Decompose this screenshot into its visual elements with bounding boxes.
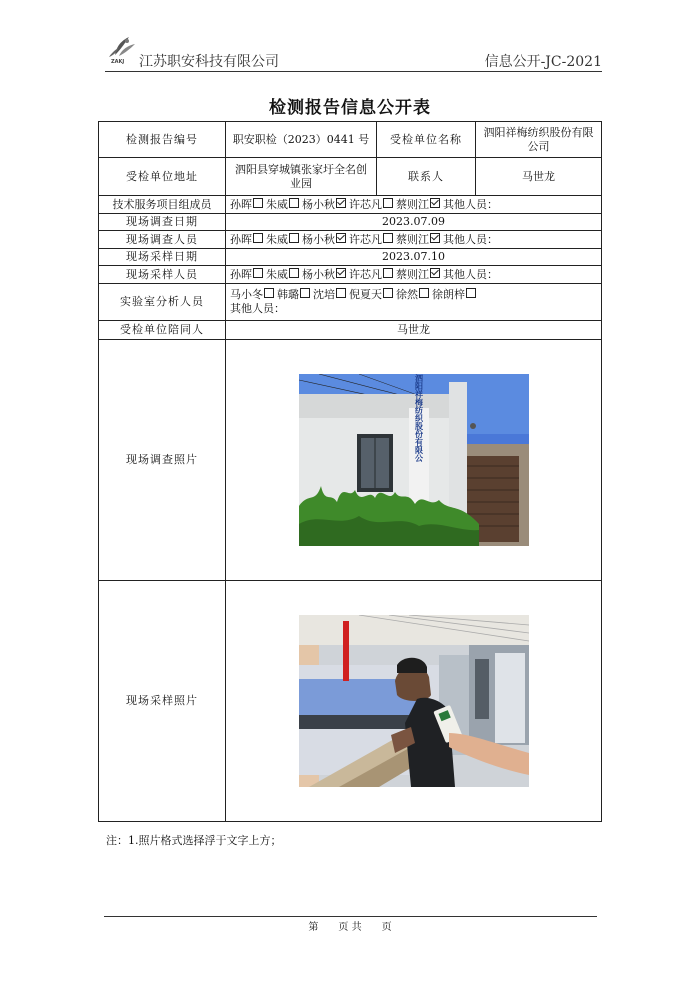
other-staff-label: 其他人员： bbox=[443, 197, 498, 211]
staff-name: 许芯凡 bbox=[349, 197, 382, 211]
survey-photo-label: 现场调查照片 bbox=[99, 340, 226, 581]
sampling-date-label: 现场采样日期 bbox=[99, 249, 226, 266]
table-row bbox=[99, 158, 602, 196]
page-header bbox=[105, 33, 602, 72]
staff-name: 许芯凡 bbox=[349, 232, 382, 246]
other-staff-label: 其他人员： bbox=[443, 267, 498, 281]
unchecked-box-icon bbox=[383, 288, 393, 298]
lab-label: 实验室分析人员 bbox=[99, 284, 226, 321]
sampling-photo bbox=[299, 615, 529, 787]
report-no-label: 检测报告编号 bbox=[99, 122, 226, 158]
address-value: 泗阳县穿城镇张家圩全名创业园 bbox=[226, 158, 377, 196]
sampling-photo-label: 现场采样照片 bbox=[99, 581, 226, 822]
staff-name: 蔡则江 bbox=[396, 267, 429, 281]
table-row bbox=[99, 266, 602, 284]
table-row bbox=[99, 284, 602, 321]
unchecked-box-icon bbox=[289, 233, 299, 243]
table-row bbox=[99, 581, 602, 822]
staff-name: 徐然 bbox=[396, 288, 418, 301]
lab-other-label: 其他人员： bbox=[230, 302, 285, 315]
staff-name: 徐朗梓 bbox=[432, 288, 465, 301]
staff-name: 马小冬 bbox=[230, 288, 263, 301]
escort-value: 马世龙 bbox=[226, 321, 602, 340]
staff-name: 孙晖 bbox=[230, 267, 252, 281]
unchecked-box-icon bbox=[383, 233, 393, 243]
unchecked-box-icon bbox=[419, 288, 429, 298]
table-row bbox=[99, 340, 602, 581]
document-code: 信息公开-JC-2021 bbox=[484, 54, 602, 70]
photo-sign-text: 泗阳祥梅纺织股份有限公 bbox=[414, 374, 423, 462]
staff-name: 朱威 bbox=[266, 232, 288, 246]
unchecked-box-icon bbox=[289, 198, 299, 208]
survey-date-value: 2023.07.09 bbox=[226, 214, 602, 231]
unchecked-box-icon bbox=[466, 288, 476, 298]
survey-photo-cell bbox=[226, 340, 602, 581]
contact-label: 联系人 bbox=[377, 158, 476, 196]
logo-caption: ZAKJ bbox=[111, 59, 125, 65]
address-label: 受检单位地址 bbox=[99, 158, 226, 196]
table-row bbox=[99, 122, 602, 158]
page-footer: 第 页 共 页 bbox=[308, 922, 392, 933]
table-row bbox=[99, 321, 602, 340]
staff-name: 韩璐 bbox=[277, 288, 299, 301]
other-staff-label: 其他人员： bbox=[443, 232, 498, 246]
staff-name: 孙晖 bbox=[230, 232, 252, 246]
survey-date-label: 现场调查日期 bbox=[99, 214, 226, 231]
report-no-value: 职安职检（2023）0441 号 bbox=[226, 122, 377, 158]
table-row bbox=[99, 196, 602, 214]
surveyors-label: 现场调查人员 bbox=[99, 231, 226, 249]
table-row bbox=[99, 214, 602, 231]
unit-name-value: 泗阳祥梅纺织股份有限公司 bbox=[476, 122, 602, 158]
samplers-checklist bbox=[226, 266, 602, 284]
table-row bbox=[99, 231, 602, 249]
staff-name: 杨小秋 bbox=[302, 267, 335, 281]
staff-name: 杨小秋 bbox=[302, 232, 335, 246]
table-row bbox=[99, 249, 602, 266]
staff-name: 蔡则江 bbox=[396, 197, 429, 211]
footnote: 注：1.照片格式选择浮于文字上方； bbox=[106, 834, 282, 847]
unchecked-box-icon bbox=[253, 198, 263, 208]
checked-box-icon bbox=[336, 268, 346, 278]
unchecked-box-icon bbox=[289, 268, 299, 278]
surveyors-checklist bbox=[226, 231, 602, 249]
unchecked-box-icon bbox=[264, 288, 274, 298]
checked-box-icon bbox=[336, 198, 346, 208]
staff-name: 倪夏天 bbox=[349, 288, 382, 301]
unchecked-box-icon bbox=[253, 268, 263, 278]
sampling-date-value: 2023.07.10 bbox=[226, 249, 602, 266]
unchecked-box-icon bbox=[300, 288, 310, 298]
escort-label: 受检单位陪同人 bbox=[99, 321, 226, 340]
company-name: 江苏职安科技有限公司 bbox=[139, 54, 279, 70]
unchecked-box-icon bbox=[383, 198, 393, 208]
unchecked-box-icon bbox=[336, 288, 346, 298]
checked-box-icon bbox=[430, 233, 440, 243]
unit-name-label: 受检单位名称 bbox=[377, 122, 476, 158]
staff-name: 沈培 bbox=[313, 288, 335, 301]
staff-name: 朱威 bbox=[266, 197, 288, 211]
sampling-photo-cell bbox=[226, 581, 602, 822]
footer-divider bbox=[104, 916, 597, 917]
unchecked-box-icon bbox=[253, 233, 263, 243]
page-title: 检测报告信息公开表 bbox=[269, 98, 431, 118]
lab-staff-cell bbox=[226, 284, 602, 321]
staff-name: 蔡则江 bbox=[396, 232, 429, 246]
lab-checklist bbox=[230, 288, 597, 302]
staff-name: 许芯凡 bbox=[349, 267, 382, 281]
checked-box-icon bbox=[430, 268, 440, 278]
checked-box-icon bbox=[336, 233, 346, 243]
staff-name: 朱威 bbox=[266, 267, 288, 281]
unchecked-box-icon bbox=[383, 268, 393, 278]
staff-name: 杨小秋 bbox=[302, 197, 335, 211]
staff-name: 孙晖 bbox=[230, 197, 252, 211]
report-table bbox=[98, 121, 602, 822]
tech-team-checklist bbox=[226, 196, 602, 214]
checked-box-icon bbox=[430, 198, 440, 208]
tech-team-label: 技术服务项目组成员 bbox=[99, 196, 226, 214]
contact-value: 马世龙 bbox=[476, 158, 602, 196]
samplers-label: 现场采样人员 bbox=[99, 266, 226, 284]
survey-photo bbox=[299, 374, 529, 546]
